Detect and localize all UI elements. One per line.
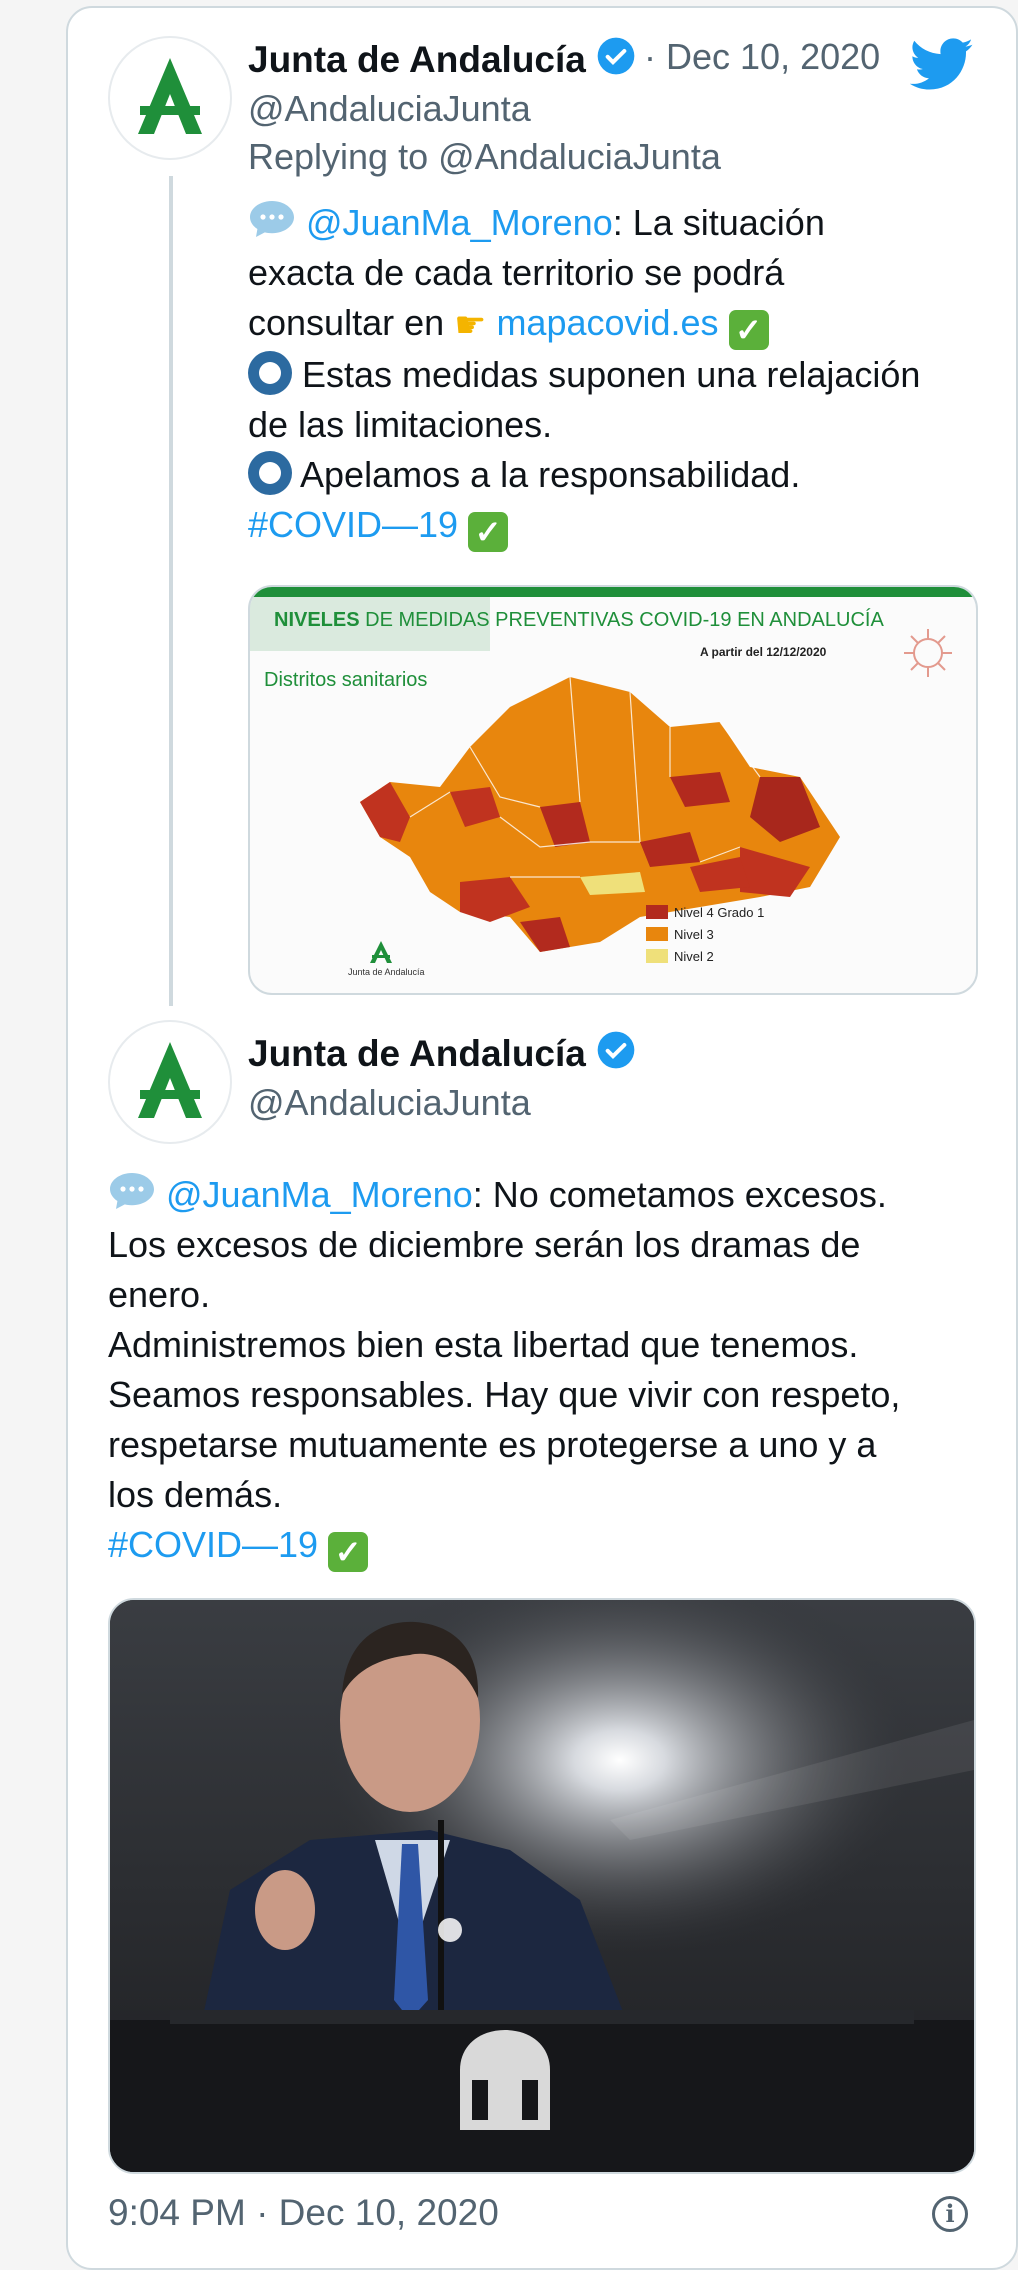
legend-label: Nivel 3 bbox=[674, 927, 714, 942]
text-line bbox=[248, 500, 978, 552]
text-segment: : No cometamos excesos. bbox=[472, 1174, 887, 1215]
legend-item bbox=[646, 927, 764, 949]
replying-handle-link[interactable]: @AndaluciaJunta bbox=[438, 136, 721, 177]
junta-logo-icon bbox=[110, 38, 230, 158]
junta-logo-icon bbox=[110, 1022, 230, 1142]
map-title bbox=[274, 609, 884, 632]
text-line: enero. bbox=[108, 1274, 211, 1315]
text-segment: Estas medidas suponen una relajación bbox=[302, 354, 921, 395]
junta-small-logo-icon bbox=[366, 939, 396, 965]
text-line: respetarse mutuamente es protegerse a uno y a bbox=[108, 1424, 877, 1465]
andalucia-map bbox=[340, 667, 860, 957]
author-handle[interactable]: @AndaluciaJunta bbox=[248, 88, 531, 129]
tweet-text bbox=[108, 1170, 988, 1572]
text-line bbox=[248, 350, 978, 400]
speaker-photo bbox=[110, 1600, 974, 2172]
verified-badge-icon bbox=[596, 1030, 636, 1070]
text-line bbox=[108, 1170, 988, 1220]
avatar[interactable] bbox=[108, 36, 232, 160]
text-line bbox=[248, 450, 978, 500]
avatar[interactable] bbox=[108, 1020, 232, 1144]
mention-link[interactable]: @JuanMa_Moreno bbox=[306, 202, 613, 243]
text-segment: consultar en bbox=[248, 302, 445, 343]
legend-swatch bbox=[646, 927, 668, 941]
check-mark-icon: ✓ bbox=[468, 512, 508, 552]
mapacovid-link[interactable]: mapacovid.es bbox=[496, 302, 719, 343]
map-subtitle: Distritos sanitarios bbox=[264, 669, 428, 691]
author-name[interactable] bbox=[248, 36, 636, 81]
legend-item bbox=[646, 949, 764, 971]
pointing-hand-icon: ☛ bbox=[454, 304, 487, 345]
map-image[interactable] bbox=[248, 585, 978, 995]
radio-button-icon bbox=[248, 351, 292, 395]
tweet-text bbox=[248, 198, 978, 552]
legend-swatch bbox=[646, 905, 668, 919]
replying-prefix: Replying to bbox=[248, 136, 429, 177]
author-handle[interactable]: @AndaluciaJunta bbox=[248, 1082, 531, 1123]
text-line bbox=[248, 198, 978, 248]
verified-badge-icon bbox=[596, 36, 636, 76]
text-line: Administremos bien esta libertad que tenemos. bbox=[108, 1324, 859, 1365]
date-text: Dec 10, 2020 bbox=[666, 36, 881, 77]
text-line: exacta de cada territorio se podrá bbox=[248, 252, 785, 293]
author-name[interactable] bbox=[248, 1030, 636, 1075]
map-logo-text: Junta de Andalucía bbox=[348, 967, 425, 977]
map-title-bold: NIVELES bbox=[274, 609, 360, 631]
virus-icon bbox=[900, 625, 956, 681]
twitter-bird-icon[interactable] bbox=[910, 38, 974, 92]
legend-item bbox=[646, 905, 764, 927]
text-line: los demás. bbox=[108, 1474, 283, 1515]
check-mark-icon: ✓ bbox=[729, 310, 769, 350]
thread-line bbox=[169, 176, 173, 1006]
map-date-label: A partir del 12/12/2020 bbox=[700, 645, 827, 659]
photo-image[interactable] bbox=[108, 1598, 976, 2174]
author-name-text: Junta de Andalucía bbox=[248, 1033, 586, 1074]
text-line: de las limitaciones. bbox=[248, 404, 553, 445]
speech-bubble-icon bbox=[108, 1171, 156, 1211]
text-segment: Apelamos a la responsabilidad. bbox=[300, 454, 801, 495]
separator-dot: · bbox=[644, 36, 656, 77]
map-top-bar bbox=[250, 587, 976, 597]
radio-button-icon bbox=[248, 451, 292, 495]
map-title-rest: DE MEDIDAS PREVENTIVAS COVID-19 EN ANDALUCÍA bbox=[365, 609, 884, 631]
map-legend bbox=[646, 905, 764, 971]
hashtag-link[interactable]: #COVID—19 bbox=[248, 504, 459, 545]
speech-bubble-icon bbox=[248, 199, 296, 239]
author-name-text: Junta de Andalucía bbox=[248, 39, 586, 80]
legend-swatch bbox=[646, 949, 668, 963]
text-line bbox=[108, 1520, 988, 1572]
tweet-timestamp[interactable]: 9:04 PM · Dec 10, 2020 bbox=[108, 2192, 499, 2233]
text-line: Los excesos de diciembre serán los dramas de bbox=[108, 1224, 861, 1265]
mention-link[interactable]: @JuanMa_Moreno bbox=[166, 1174, 473, 1215]
legend-label: Nivel 2 bbox=[674, 949, 714, 964]
check-mark-icon: ✓ bbox=[328, 1532, 368, 1572]
text-segment: : La situación bbox=[612, 202, 825, 243]
replying-to bbox=[248, 136, 721, 178]
hashtag-link[interactable]: #COVID—19 bbox=[108, 1524, 319, 1565]
legend-label: Nivel 4 Grado 1 bbox=[674, 905, 765, 920]
text-line: Seamos responsables. Hay que vivir con respeto, bbox=[108, 1374, 901, 1415]
info-icon[interactable]: i bbox=[932, 2196, 968, 2232]
text-line bbox=[248, 298, 978, 350]
tweet-date[interactable] bbox=[644, 36, 880, 78]
